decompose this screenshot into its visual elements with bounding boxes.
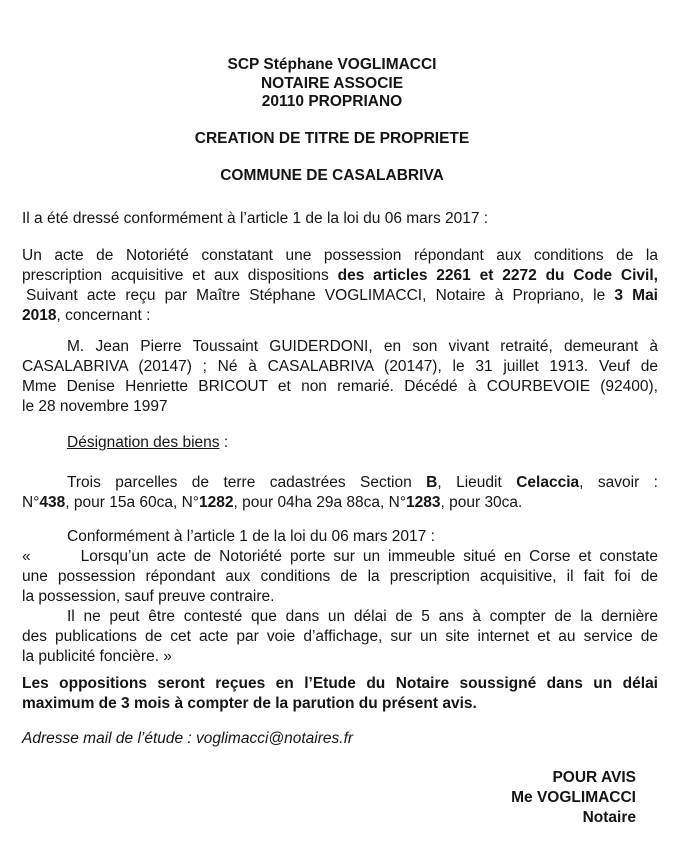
spacer [22, 149, 642, 168]
parcel-area-3: , pour 30ca. [440, 493, 523, 511]
quote-line-3: la possession, sauf preuve contraire. [22, 587, 275, 605]
parcel-no-prefix-1: N° [22, 493, 40, 511]
parcels-mid: , Lieudit [437, 473, 517, 491]
notary-office-name: SCP Stéphane VOGLIMACCI [227, 56, 437, 73]
quote-line-1-text: Lorsqu’un acte de Notoriété porte sur un immeuble situé en Corse et constate [80, 547, 658, 565]
office-email-line: Adresse mail de l’étude : voglimacci@notaires.fr [22, 729, 354, 747]
oppositions-line-1: Les oppositions seront reçues en l’Etude du Notaire soussigné dans un délai [22, 674, 658, 692]
section-letter: B [426, 473, 438, 491]
intro-line: Il a été dressé conformément à l’article 1 de la loi du 06 mars 2017 : [22, 209, 489, 227]
parcel-number-2: 1282 [199, 493, 234, 511]
notary-role: NOTAIRE ASSOCIE [260, 74, 404, 92]
parcels-line-1 [22, 473, 658, 493]
spacer [22, 112, 642, 131]
quote-line-5: des publications de cet acte par voie d’affichage, sur un site internet et au service de [22, 627, 658, 645]
quote-line-2: une possession répondant aux conditions de la prescription acquisitive, il fait foi de [22, 567, 658, 585]
notary-city: 20110 PROPRIANO [261, 93, 403, 110]
designation-label: Désignation des biens [67, 433, 220, 451]
code-civil-reference: des articles 2261 et 2272 du Code Civil, [337, 266, 658, 284]
opening-guillemet: « [22, 547, 31, 565]
law-intro-line: Conformément à l’article 1 de la loi du 06 mars 2017 : [67, 527, 435, 545]
parcel-number-1: 438 [39, 493, 66, 511]
quote-line-4: Il ne peut être contesté que dans un délai de 5 ans à compter de la dernière [67, 607, 658, 625]
designation-colon: : [219, 433, 229, 451]
acte-line-4-text: , concernant : [56, 306, 151, 324]
acte-date-part-2: 2018 [22, 306, 57, 324]
acte-line-2 [22, 266, 658, 286]
pour-avis-line: POUR AVIS [552, 768, 636, 786]
acte-line-3-text: Suivant acte reçu par Maître Stéphane VOGLIMACCI, Notaire à Propriano, le [26, 286, 615, 304]
parcels-intro: Trois parcelles de terre cadastrées Section [67, 473, 427, 491]
acte-line-1: Un acte de Notoriété constatant une possession répondant aux conditions de la [22, 246, 658, 264]
parcel-area-2: , pour 04ha 29a 88ca, N° [233, 493, 407, 511]
acte-line-4 [22, 306, 658, 326]
signature-block [22, 768, 658, 828]
quote-line-6: la publicité foncière. » [22, 647, 172, 665]
law-quote-block [22, 527, 658, 667]
lieudit-name: Celaccia [516, 473, 580, 491]
oppositions-paragraph [22, 674, 658, 714]
deceased-line-1: M. Jean Pierre Toussaint GUIDERDONI, en son vivant retraité, demeurant à [67, 337, 658, 355]
parcel-number-3: 1283 [406, 493, 441, 511]
oppositions-line-2: maximum de 3 mois à compter de la parution du présent avis. [22, 694, 477, 712]
acte-line-2-text: prescription acquisitive et aux dispositions [22, 266, 338, 284]
parcels-line-2 [22, 493, 658, 513]
document-header [22, 56, 642, 186]
deceased-line-2: CASALABRIVA (20147) ; Né à CASALABRIVA (20147), le 31 juillet 1913. Veuf de [22, 357, 658, 375]
deceased-line-3: Mme Denise Henriette BRICOUT et non remarié. Décédé à COURBEVOIE (92400), [22, 377, 658, 395]
designation-heading [22, 433, 658, 453]
quote-line-1 [22, 547, 658, 567]
acte-line-3 [22, 286, 658, 306]
parcel-area-1: , pour 15a 60ca, N° [65, 493, 200, 511]
notary-signature-title: Notaire [582, 808, 636, 826]
commune-title: COMMUNE DE CASALABRIVA [220, 167, 444, 184]
acte-paragraph [22, 246, 658, 326]
notary-signature-name: Me VOGLIMACCI [511, 788, 636, 806]
deceased-paragraph [22, 337, 658, 417]
document-title: CREATION DE TITRE DE PROPRIETE [194, 130, 470, 147]
parcels-suffix: , savoir : [579, 473, 658, 491]
acte-date-part-1: 3 Mai [614, 286, 658, 304]
deceased-line-4: le 28 novembre 1997 [22, 397, 168, 415]
parcels-paragraph [22, 473, 658, 513]
